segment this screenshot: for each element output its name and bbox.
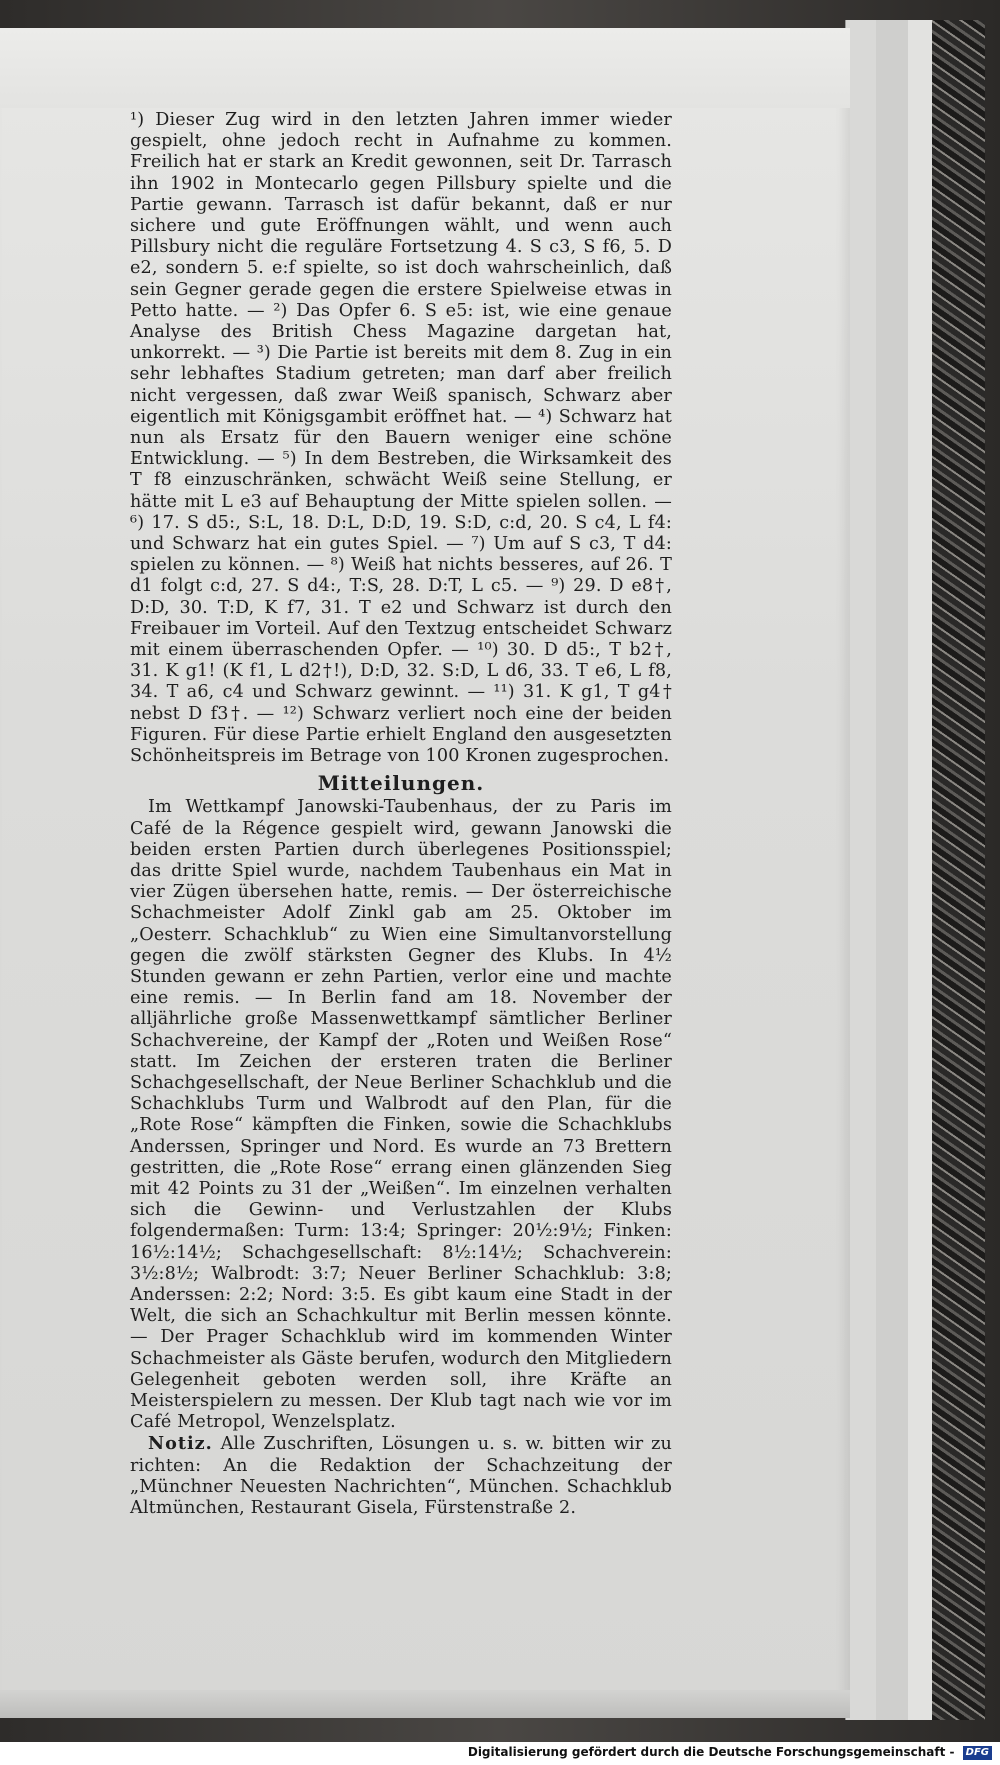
page-top-margin xyxy=(0,28,850,108)
footer-credit-text: Digitalisierung gefördert durch die Deutsche Forschungsgemeinschaft - xyxy=(467,1745,955,1759)
page-bottom-margin xyxy=(0,1690,850,1718)
notice-paragraph xyxy=(130,1433,672,1519)
marbled-book-edge xyxy=(930,20,985,1720)
text-column xyxy=(130,110,672,1519)
notice-text: Alle Zuschriften, Lösungen u. s. w. bitten wir zu richten: An die Redaktion der Schachzeitung der „Münchner Neuesten Nachrichten“, München. Schachklub Altmünchen, Restaurant Gisela, Fürstenstraße 2. xyxy=(130,1434,672,1518)
notice-label: Notiz. xyxy=(148,1433,213,1455)
footer-credit xyxy=(468,1745,992,1760)
announcements-text: Im Wettkampf Janowski-Taubenhaus, der zu Paris im Café de la Régence gespielt wird, gewann Janowski die beiden ersten Partien durch überlegenes Positionsspiel; das dritte Spiel wurde, nachdem Taubenhaus ein Mat in vier Zügen übersehen hatte, remis. — Der österreichische Schachmeister Adolf Zinkl gab am 25. Oktober im „Oesterr. Schachklub“ zu Wien eine Simultanvorstellung gegen die zwölf stärksten Gegner des Klubs. In 4½ Stunden gewann er zehn Partien, verlor eine und machte eine remis. — In Berlin fand am 18. November der alljährliche große Massenwettkampf sämtlicher Berliner Schachvereine, der Kampf der „Roten und Weißen Rose“ statt. Im Zeichen der ersteren traten die Berliner Schachgesellschaft, der Neue Berliner Schachklub und die Schachklubs Turm und Walbrodt auf den Plan, für die „Rote Rose“ kämpften die Finken, sowie die Schachklubs Anderssen, Springer und Nord. Es wurde an 73 Brettern gestritten, die „Rote Rose“ errang einen glänzenden Sieg mit 42 Points zu 31 der „Weißen“. Im einzelnen verhalten sich die Gewinn- und Verlustzahlen der Klubs folgendermaßen: Turm: 13:4; Springer: 20½:9½; Finken: 16½:14½; Schachgesellschaft: 8½:14½; Schachverein: 3½:8½; Walbrodt: 3:7; Neuer Berliner Schachklub: 3:8; Anderssen: 2:2; Nord: 3:5. Es gibt kaum eine Stadt in der Welt, die sich an Schachkultur mit Berlin messen könnte. — Der Prager Schachklub wird im kommenden Winter Schachmeister als Gäste berufen, wodurch den Mitgliedern Gelegenheit geboten werden soll, ihre Kräfte an Meisterspielern zu messen. Der Klub tagt nach wie vor im Café Metropol, Wenzelsplatz. xyxy=(130,797,672,1433)
annotation-notes: ¹) Dieser Zug wird in den letzten Jahren immer wieder gespielt, ohne jedoch recht in Aufnahme zu kommen. Freilich hat er stark an Kredit gewonnen, seit Dr. Tarrasch ihn 1902 in Montecarlo gegen Pillsbury spielte und die Partie gewann. Tarrasch ist dafür bekannt, daß er nur sichere und gute Eröffnungen wählt, und wenn auch Pillsbury nicht die reguläre Fortsetzung 4. S c3, S f6, 5. D e2, sondern 5. e:f spielte, so ist doch wahrscheinlich, daß sein Gegner gerade gegen die erstere Spielweise etwas in Petto hatte. — ²) Das Opfer 6. S e5: ist, wie eine genaue Analyse des British Chess Magazine dargetan hat, unkorrekt. — ³) Die Partie ist bereits mit dem 8. Zug in ein sehr lebhaftes Stadium getreten; man darf aber freilich nicht vergessen, daß zwar Weiß spanisch, Schwarz aber eigentlich mit Königsgambit eröffnet hat. — ⁴) Schwarz hat nun als Ersatz für den Bauern weniger eine schöne Entwicklung. — ⁵) In dem Bestreben, die Wirksamkeit des T f8 einzuschränken, schwächt Weiß seine Stellung, er hätte mit L e3 auf Behauptung der Mitte spielen sollen. — ⁶) 17. S d5:, S:L, 18. D:L, D:D, 19. S:D, c:d, 20. S c4, L f4: und Schwarz hat ein gutes Spiel. — ⁷) Um auf S c3, T d4: spielen zu können. — ⁸) Weiß hat nichts besseres, auf 26. T d1 folgt c:d, 27. S d4:, T:S, 28. D:T, L c5. — ⁹) 29. D e8†, D:D, 30. T:D, K f7, 31. T e2 und Schwarz ist durch den Freibauer im Vorteil. Auf den Textzug entscheidet Schwarz mit einem überraschenden Opfer. — ¹⁰) 30. D d5:, T b2†, 31. K g1! (K f1, L d2†!), D:D, 32. S:D, L d6, 33. T e6, L f8, 34. T a6, c4 und Schwarz gewinnt. — ¹¹) 31. K g1, T g4† nebst D f3†. — ¹²) Schwarz verliert noch eine der beiden Figuren. Für diese Partie erhielt England den ausgesetzten Schönheitspreis im Betrage von 100 Kronen zugesprochen. xyxy=(130,110,672,767)
dfg-logo-icon: DFG xyxy=(963,1746,992,1760)
section-title: Mitteilungen. xyxy=(317,771,485,796)
footer-bar xyxy=(0,1742,1000,1765)
page-edge xyxy=(872,20,908,1720)
